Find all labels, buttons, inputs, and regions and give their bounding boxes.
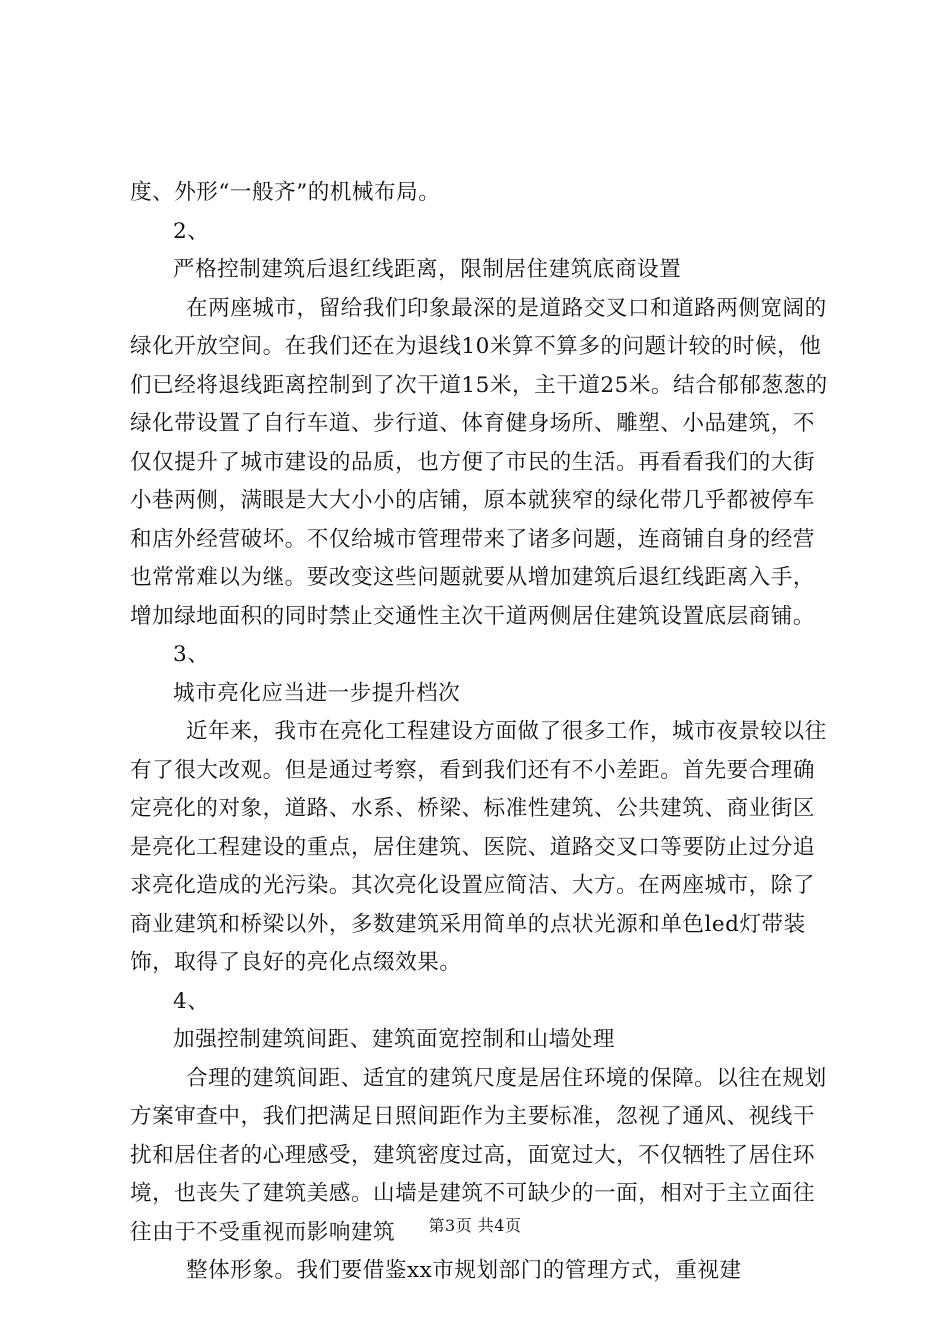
section-body-2: 在两座城市，留给我们印象最深的是道路交叉口和道路两侧宽阔的绿化开放空间。在我们还在为退线10米算不算多的问题计较的时候，他们已经将退线距离控制到了次干道15米，主干道25米。结合郁郁葱葱的绿化带设置了自行车道、步行道、体育健身场所、雕塑、小品建筑，不仅仅提升了城市建设的品质，也方便了市民的生活。再看看我们的大街小巷两侧，满眼是大大小小的店铺，原本就狭窄的绿化带几乎都被停车和店外经营破坏。不仅给城市管理带来了诸多问题，连商铺自身的经营也常常难以为继。要改变这些问题就要从增加建筑后退红线距离入手，增加绿地面积的同时禁止交通性主次干道两侧居住建筑设置底层商铺。	[130, 295, 828, 629]
section-number-3: 3、	[173, 642, 210, 667]
section-heading-2: 严格控制建筑后退红线距离，限制居住建筑底商设置	[173, 257, 682, 282]
section-heading-4: 加强控制建筑间距、建筑面宽控制和山墙处理	[173, 1027, 615, 1052]
section-number-4: 4、	[173, 988, 210, 1014]
paragraph-continuation: 度、外形“一般齐”的机械布局。	[130, 180, 441, 205]
section-number-2: 2、	[173, 218, 210, 244]
section-body-4: 合理的建筑间距、适宜的建筑尺度是居住环境的保障。以往在规划方案审查中，我们把满足日照间距作为主要标准，忽视了通风、视线干扰和居住者的心理感受，建筑密度过高，面宽过大，不仅牺牲了居住环境，也丧失了建筑美感。山墙是建筑不可缺少的一面，相对于主立面往往由于不受重视而影响建筑	[130, 1065, 827, 1245]
page-footer: 第3页 共4页	[428, 1216, 522, 1235]
section-body-3: 近年来，我市在亮化工程建设方面做了很多工作，城市夜景较以往有了很大改观。但是通过考察，看到我们还有不小差距。首先要合理确定亮化的对象，道路、水系、桥梁、标准性建筑、公共建筑、商业街区是亮化工程建设的重点，居住建筑、医院、道路交叉口等要防止过分追求亮化造成的光污染。其次亮化设置应简洁、大方。在两座城市，除了商业建筑和桥梁以外，多数建筑采用简单的点状光源和单色led灯带装饰，取得了良好的亮化点缀效果。	[130, 719, 827, 975]
section-heading-3: 城市亮化应当进一步提升档次	[173, 680, 461, 706]
section-body-4-continued: 整体形象。我们要借鉴xx市规划部门的管理方式，重视建	[186, 1258, 742, 1283]
document-body	[130, 174, 835, 1291]
